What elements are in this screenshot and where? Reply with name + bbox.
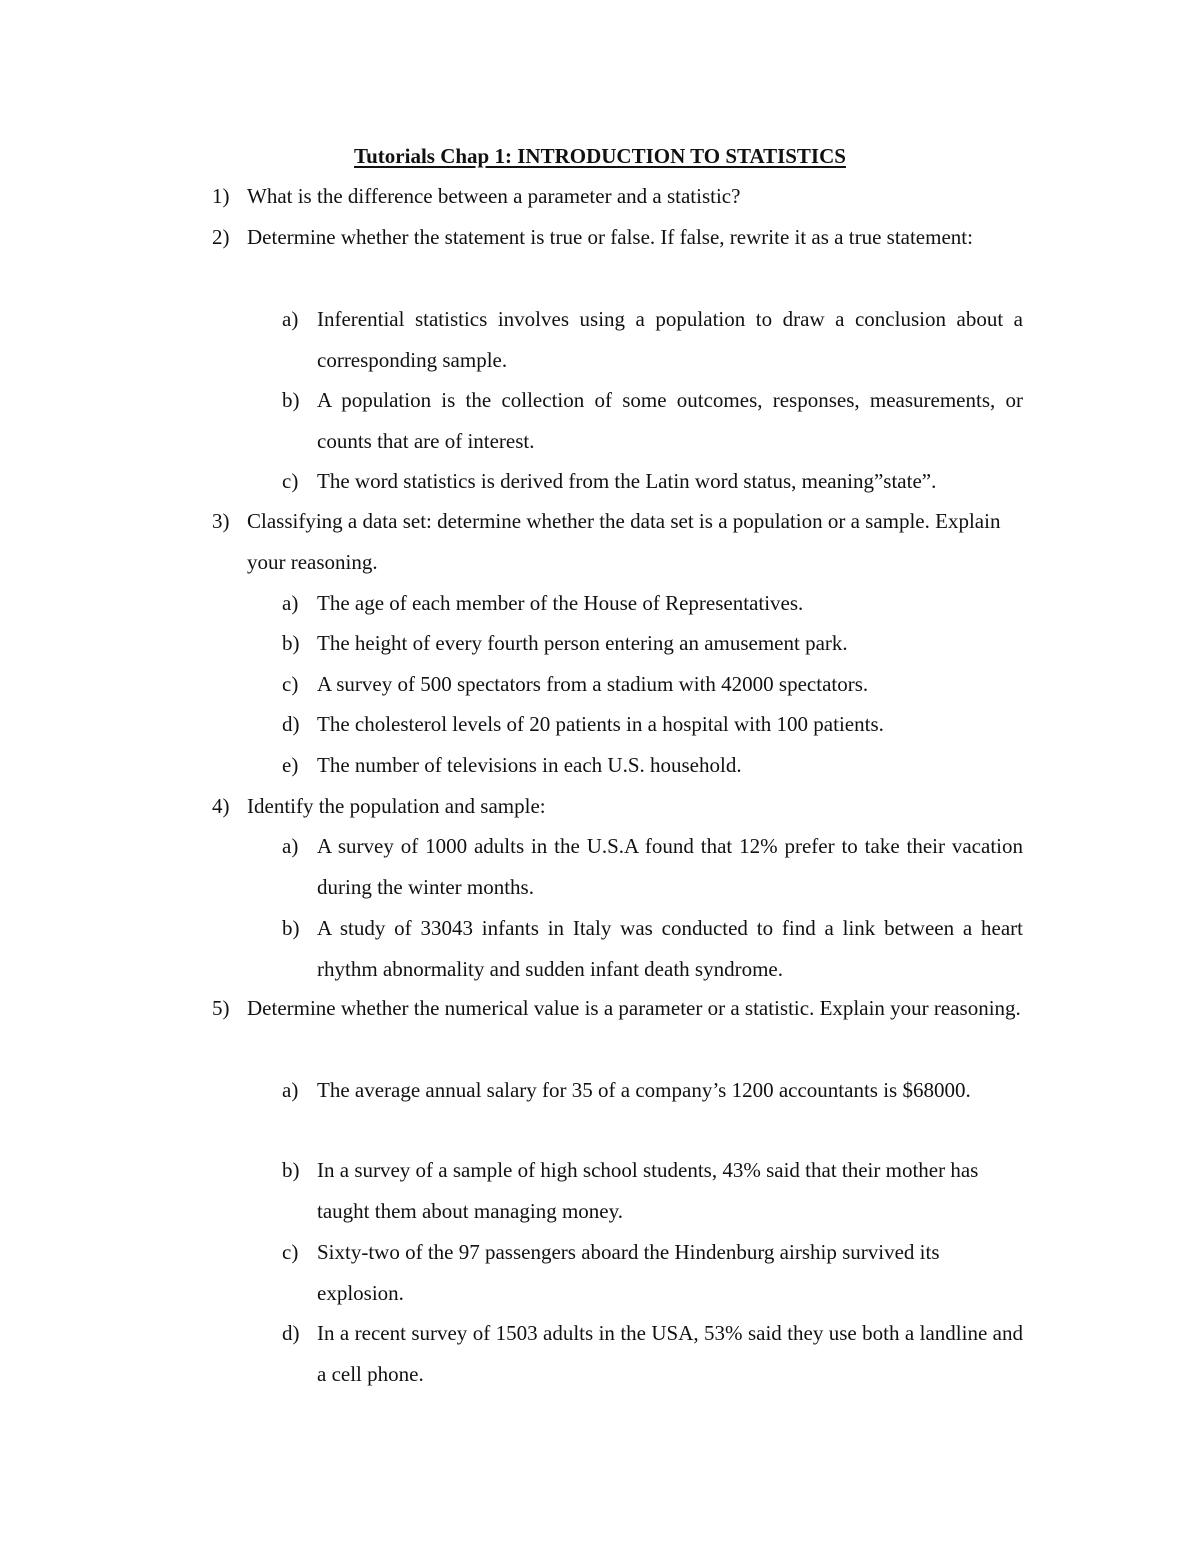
subitem-label: b) [282, 916, 300, 940]
subitem-text: The age of each member of the House of Representatives. [317, 591, 804, 615]
subitem-label: c) [282, 469, 299, 493]
subitem-label: a) [282, 834, 299, 858]
subitem-text: A study of 33043 infants in Italy was conducted to find a link between a heart rhythm abnormality and sudden infant death syndrome. [317, 916, 1023, 981]
question-text: What is the difference between a parameter and a statistic? [247, 184, 741, 208]
subitem-text: The cholesterol levels of 20 patients in a hospital with 100 patients. [317, 712, 884, 736]
subitem-text: The number of televisions in each U.S. household. [317, 753, 742, 777]
subitem-text: A survey of 1000 adults in the U.S.A found that 12% prefer to take their vacation during the winter months. [317, 834, 1023, 899]
subitem-text: The average annual salary for 35 of a company’s 1200 accountants is $68000. [317, 1078, 971, 1102]
question-number: 4) [212, 794, 230, 818]
subitem-label: c) [282, 672, 299, 696]
question-number: 3) [212, 509, 230, 533]
subitem-label: a) [282, 1078, 299, 1102]
question-text: Determine whether the numerical value is a parameter or a statistic. Explain your reasoning. [247, 996, 1021, 1020]
subitem-text: A population is the collection of some outcomes, responses, measurements, or counts that are of interest. [317, 388, 1023, 453]
subitem-text: In a recent survey of 1503 adults in the USA, 53% said they use both a landline and a cell phone. [317, 1321, 1023, 1386]
subitem-text: Inferential statistics involves using a population to draw a conclusion about a corresponding sample. [317, 307, 1023, 372]
subitem-text: A survey of 500 spectators from a stadium with 42000 spectators. [317, 672, 869, 696]
subitem-text: The height of every fourth person entering an amusement park. [317, 631, 848, 655]
subitem-label: b) [282, 388, 300, 412]
subitem-label: b) [282, 631, 300, 655]
question-text: Identify the population and sample: [247, 794, 546, 818]
subitem-label: a) [282, 307, 299, 331]
question-text: Classifying a data set: determine whether the data set is a population or a sample. Explain your reasoning. [247, 509, 1001, 574]
subitem-text: In a survey of a sample of high school students, 43% said that their mother has taught them about managing money. [317, 1158, 979, 1223]
subitem-label: e) [282, 753, 299, 777]
subitem-label: a) [282, 591, 299, 615]
question-text: Determine whether the statement is true or false. If false, rewrite it as a true statement: [247, 225, 973, 249]
question-number: 2) [212, 225, 230, 249]
subitem-label: d) [282, 1321, 300, 1345]
question-number: 5) [212, 996, 230, 1020]
subitem-label: c) [282, 1240, 299, 1264]
page-title: Tutorials Chap 1: INTRODUCTION TO STATISTICS [354, 144, 846, 168]
question-number: 1) [212, 184, 230, 208]
subitem-label: d) [282, 712, 300, 736]
subitem-text: The word statistics is derived from the Latin word status, meaning”state”. [317, 469, 937, 493]
subitem-text: Sixty-two of the 97 passengers aboard the Hindenburg airship survived its explosion. [317, 1240, 940, 1305]
subitem-label: b) [282, 1158, 300, 1182]
